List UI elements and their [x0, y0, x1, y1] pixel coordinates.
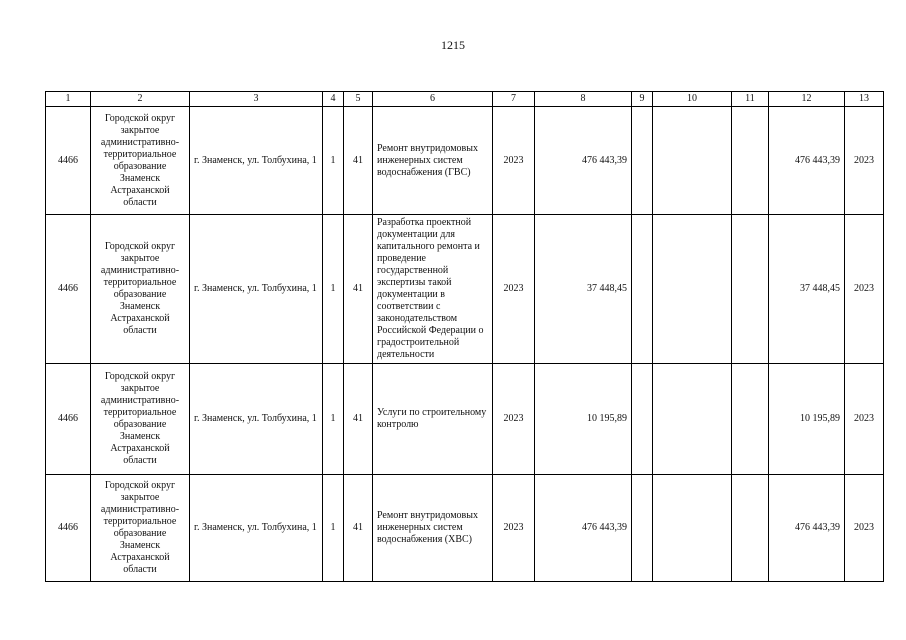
column-header: 7	[493, 92, 535, 107]
table-row	[46, 215, 884, 364]
col9-cell	[632, 364, 653, 475]
municipality-cell: Городской округ закрытое административно-территориальное образование Знаменск Астраханской области	[91, 364, 190, 475]
row-id-cell: 4466	[46, 215, 91, 364]
column-header: 10	[653, 92, 732, 107]
col10-cell	[653, 364, 732, 475]
address-cell: г. Знаменск, ул. Толбухина, 1	[190, 107, 323, 215]
municipality-cell: Городской округ закрытое административно-территориальное образование Знаменск Астраханской области	[91, 475, 190, 582]
col10-cell	[653, 475, 732, 582]
col9-cell	[632, 215, 653, 364]
column-header: 4	[323, 92, 344, 107]
column-header: 2	[91, 92, 190, 107]
table-row	[46, 364, 884, 475]
total-cost-cell: 476 443,39	[535, 475, 632, 582]
work-type-cell: Услуги по строительному контролю	[373, 364, 493, 475]
col10-cell	[653, 215, 732, 364]
year-cell: 2023	[493, 364, 535, 475]
address-cell: г. Знаменск, ул. Толбухина, 1	[190, 364, 323, 475]
column-header: 6	[373, 92, 493, 107]
register-table	[45, 91, 884, 582]
cost-cell: 10 195,89	[769, 364, 845, 475]
col4-cell: 1	[323, 364, 344, 475]
cost-cell: 476 443,39	[769, 475, 845, 582]
row-id-cell: 4466	[46, 107, 91, 215]
col9-cell	[632, 475, 653, 582]
col11-cell	[732, 107, 769, 215]
address-cell: г. Знаменск, ул. Толбухина, 1	[190, 215, 323, 364]
col5-cell: 41	[344, 107, 373, 215]
column-header: 8	[535, 92, 632, 107]
work-type-cell: Ремонт внутридомовых инженерных систем водоснабжения (ХВС)	[373, 475, 493, 582]
col4-cell: 1	[323, 475, 344, 582]
col11-cell	[732, 475, 769, 582]
column-header: 1	[46, 92, 91, 107]
cost-cell: 476 443,39	[769, 107, 845, 215]
year-cell: 2023	[493, 215, 535, 364]
year-cell: 2023	[493, 475, 535, 582]
col9-cell	[632, 107, 653, 215]
col11-cell	[732, 215, 769, 364]
col5-cell: 41	[344, 364, 373, 475]
work-type-cell: Ремонт внутридомовых инженерных систем водоснабжения (ГВС)	[373, 107, 493, 215]
column-header: 12	[769, 92, 845, 107]
row-id-cell: 4466	[46, 475, 91, 582]
col11-cell	[732, 364, 769, 475]
column-header: 13	[845, 92, 884, 107]
cost-cell: 37 448,45	[769, 215, 845, 364]
col5-cell: 41	[344, 475, 373, 582]
total-cost-cell: 10 195,89	[535, 364, 632, 475]
column-header: 11	[732, 92, 769, 107]
page-number: 1215	[441, 38, 465, 52]
end-year-cell: 2023	[845, 364, 884, 475]
municipality-cell: Городской округ закрытое административно-территориальное образование Знаменск Астраханской области	[91, 215, 190, 364]
col4-cell: 1	[323, 215, 344, 364]
year-cell: 2023	[493, 107, 535, 215]
total-cost-cell: 37 448,45	[535, 215, 632, 364]
col10-cell	[653, 107, 732, 215]
col5-cell: 41	[344, 215, 373, 364]
end-year-cell: 2023	[845, 215, 884, 364]
total-cost-cell: 476 443,39	[535, 107, 632, 215]
column-header: 3	[190, 92, 323, 107]
municipality-cell: Городской округ закрытое административно-территориальное образование Знаменск Астраханской области	[91, 107, 190, 215]
row-id-cell: 4466	[46, 364, 91, 475]
end-year-cell: 2023	[845, 475, 884, 582]
column-header: 9	[632, 92, 653, 107]
table-row	[46, 107, 884, 215]
table-row	[46, 475, 884, 582]
work-type-cell: Разработка проектной документации для капитального ремонта и проведение государственной экспертизы такой документации в соответствии с законодательством Российской Федерации о градостроительной деятельности	[373, 215, 493, 364]
address-cell: г. Знаменск, ул. Толбухина, 1	[190, 475, 323, 582]
col4-cell: 1	[323, 107, 344, 215]
end-year-cell: 2023	[845, 107, 884, 215]
column-header: 5	[344, 92, 373, 107]
column-number-row	[46, 92, 884, 107]
